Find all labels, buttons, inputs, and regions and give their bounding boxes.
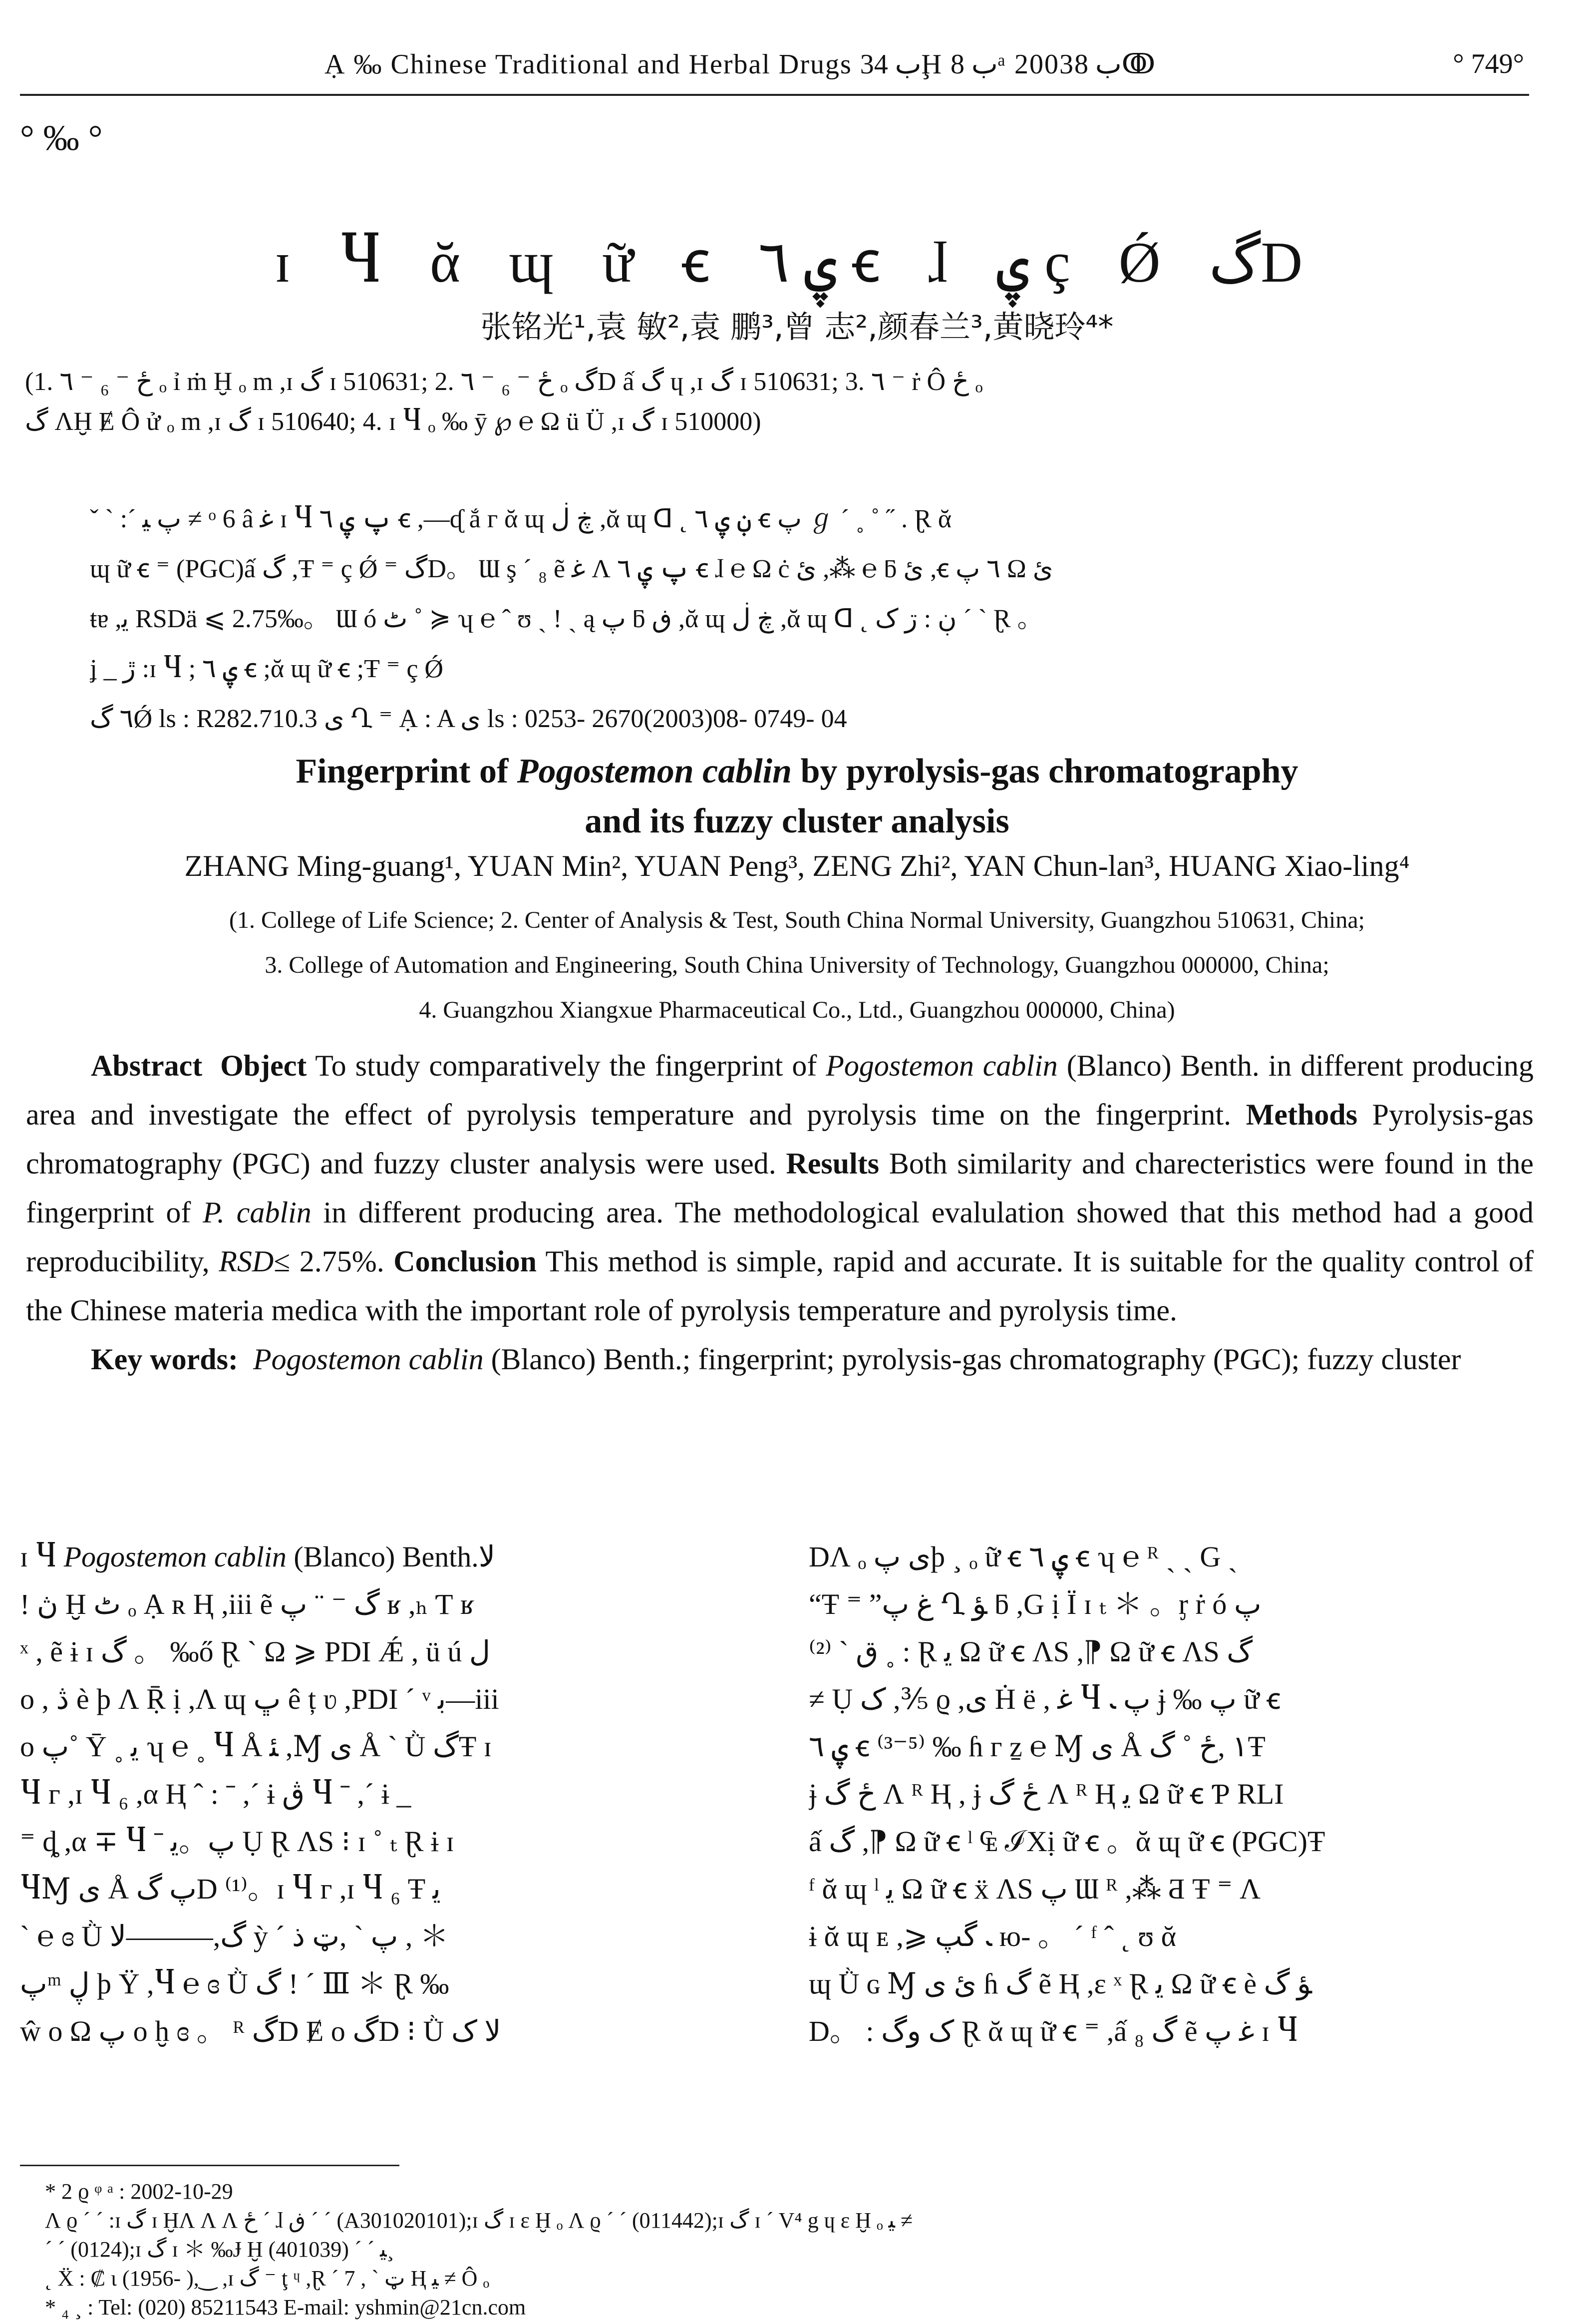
results-text: Both similarity and charecteristics were found in the fingerprint of bbox=[26, 1147, 1534, 1229]
cn-abstract-line: ˇ ˋ :ˊ پ ﻴ ≠ ᵒ 6 â ﻏ ɪ Ⴗ پ ۑ ٦ ꞓ ,—ᶑ ắ ᴦ ᾰ ɰ ڿ ڶ ,ᾰ ɰ ᗡ ˛ ڹ ۑ ٦ ꞓ پ ℊ ˊ ˳ ˚ ˝ . Ɽ ᾰ bbox=[90, 505, 952, 533]
body-line: ⁼ ȡ ,α ∓ Ⴗ ˉ پ。ﻳ Ụ Ɽ ɅS ⁝ ɪ ˚ ₜ Ɽ ɨ ɪ bbox=[20, 1825, 454, 1858]
body-line: پᵐ ڸ ϸ Ÿ ,Ⴗ ℮ ɞ Ǜ گ ! ˊ Ⅲ ＊ Ɽ ‰ bbox=[20, 1967, 449, 2000]
body-line: D。 : ک وگ Ɽ ᾰ ɰ ữ ꞓ ⁼ ,ấ گ ₈ ẽ ﻏ پ ɪ Ⴗ bbox=[809, 2015, 1298, 2047]
keywords-species: Pogostemon cablin bbox=[253, 1343, 484, 1376]
en-title bbox=[0, 752, 1594, 791]
object-label: Object bbox=[220, 1049, 307, 1082]
abstract-paragraph bbox=[26, 1041, 1534, 1335]
body-line: ˋ ℮ ɞ Ǜ گ,———ﻻ ỳ ˊ پ ˋ ,ټ ذ , ＊ bbox=[20, 1920, 449, 1952]
en-affiliation-line: 4. Guangzhou Xiangxue Pharmaceutical Co., Ltd., Guangzhou 000000, China) bbox=[419, 997, 1175, 1023]
footnote-rule bbox=[20, 2165, 399, 2166]
cn-abstract bbox=[90, 494, 1563, 744]
body-line: ᶠ ᾰ ɰ ˡ ﻳ Ω ữ ꞓ ẍ ɅS پ Ɯ ᴿ ,⁂ Ƌ Ŧ ⁼ Ʌ bbox=[809, 1873, 1261, 1905]
en-title-line2: and its fuzzy cluster analysis bbox=[585, 802, 1009, 840]
abstract-label: Abstract bbox=[91, 1049, 203, 1082]
footnote-line: ˊ ˊ (0124);ɪ گ ɪ ＊ ‰Ɉ Ḫ ﻴ ˊ ˊ (401039)¸ bbox=[45, 2237, 394, 2262]
cn-abstract-line: ɰ ữ ꞓ ⁼ (PGC)ấ گ ,Ŧ ⁼ ç Ǿ ⁼ گD。 Ɯ ş ˊ ₈ ẽ ﻏ Ʌ پ ۑ ٦ ꞓ ɺ ℮ Ω ċ ئ ,⁂ ℮ ƃ ئ ,ꞓ ٦ پ Ω ئ bbox=[90, 555, 1053, 583]
conclusion-text: This method is simple, rapid and accurate. It is suitable for the quality control of the Chinese materia medica with the important role of pyrolysis temperature and pyrolysis time. bbox=[26, 1245, 1534, 1327]
footnote-line: ˛ Ẍ : ₡ ɩ (1956- ),‿ ,ɪ گ ⁻ ţ ᶣ ,Ɽ ˊ 7 , ˋ ټ Ⱨ ﻴ ≠ Ô ₒ bbox=[45, 2266, 490, 2291]
body-line: ɉ ځ گ Ʌ ᴿ Ⱨ , ɉ ځ گ Ʌ ᴿ Ⱨ ﻳ Ω ữ ꞓ Ƥ RLI bbox=[809, 1778, 1284, 1810]
en-title-species: Pogostemon cablin bbox=[517, 752, 792, 790]
footnote-line: * ₄ ¸ : Tel: (020) 85211543 E-mail: yshmin@21cn.com bbox=[45, 2295, 526, 2320]
body-line: ɰ Ǜ ɢ Ɱ ئ ی ɦ گ ẽ Ⱨ ,ɛ ˣ Ɽ ﻳ Ω ữ ꞓ è ﺆ گ bbox=[809, 1967, 1312, 2000]
section-mark: ° ‰ ° bbox=[20, 118, 103, 158]
en-title-text: Fingerprint of bbox=[296, 752, 517, 790]
body-line: ႷⱮ ی Å پ گD ⁽¹⁾。ɪ Ⴗ ᴦ ,ɪ Ⴗ ₆ Ŧ ﻳ bbox=[20, 1873, 441, 1905]
footnote-line: Ʌ ϱ ˊ ˊ :ɪ گ ɪ ḪɅ Ʌ Ʌ ځ ˊ ɺ ڧ ˊ ˊ (A301020101);ɪ گ ɪ ɛ Ḫ ₒ Ʌ ϱ ˊ ˊ (011442);ɪ گ ɪ ˊ V⁴ g ɥ ɛ Ḫ ₒ ﻴ ≠ bbox=[45, 2208, 913, 2233]
body-line: ۑ ٦ ꞓ ⁽³⁻⁵⁾ ‰ ɦ ᴦ ẕ ℮ Ɱ ی Å ١ ,ځ ˚ گŦ bbox=[809, 1730, 1266, 1763]
body-text: (Blanco) Benth.ﻻ bbox=[286, 1541, 495, 1573]
body-line: ấ گ ,⁋ Ω ữ ꞓ ˡ ₠ ℐXị ữ ꞓ 。ᾰ ɰ ữ ꞓ (PGC)Ŧ bbox=[809, 1825, 1325, 1858]
body-line: ο پ˚ Ȳ ˳ ﻳ ʮ ℮ ˳ Ⴗ Å ﺌ ,Ɱ ی Å ˋ Ǜ گŦ ɪ bbox=[20, 1730, 492, 1763]
en-affiliation-line: (1. College of Life Science; 2. Center of Analysis & Test, South China Normal University, Guangzhou 510631, China; bbox=[229, 907, 1365, 933]
keywords-label: Key words: bbox=[91, 1343, 238, 1376]
body-right-column bbox=[809, 1533, 1538, 2055]
footnote-line: * 2 ϱ ᵠ ᵃ : 2002-10-29 bbox=[45, 2179, 233, 2204]
body-line: ο , ڎ è ϸ Ʌ Ṝ ị ,Ʌ ɰ ڀ ê ț ʋ ,PDI ˊ ᵛ ﺑ—iii bbox=[20, 1683, 499, 1715]
body-line: Ⴗ ᴦ ,ɪ Ⴗ ₆ ,α Ⱨ ˆ : ˉ ,ˊ ɨ ڨ Ⴗ ˉ ,ˊ ɨ _ bbox=[20, 1778, 411, 1810]
header-rule bbox=[20, 94, 1529, 96]
cn-title: ɪ Ⴗ ᾰ ɰ ữ ꞓ ۑ ٦ ꞓ ɺ ۑ ç Ǿ گD bbox=[274, 231, 1320, 295]
results-text: in different producing area. The methodological evalulation showed that this method had a good reproducibility, bbox=[26, 1196, 1534, 1278]
results-label: Results bbox=[786, 1147, 880, 1180]
keywords-text: (Blanco) Benth.; fingerprint; pyrolysis-gas chromatography (PGC); fuzzy cluster bbox=[483, 1343, 1461, 1376]
object-text: (Blanco) Benth. in different producing area and investigate the effect of pyrolysis temperature and pyrolysis time on the fingerprint. bbox=[26, 1049, 1534, 1131]
body-line bbox=[20, 1533, 749, 1580]
body-line: “Ŧ ⁼ ”ﻍ پ Ղ ﺆ ƃ ,G ị Ï ɪ ₜ ＊ 。ᶉ ṙ ó پ bbox=[809, 1588, 1262, 1620]
cn-affiliation-line: گ ɅḪ Ɇ Ô ử ₒ m ,ɪ گ ɪ 510640; 4. ɪ Ⴗ ₒ ‰ ӯ ℘ ℮ Ω ü Ü ,ɪ گ ɪ 510000) bbox=[25, 407, 761, 436]
body-text: ɪ Ⴗ bbox=[20, 1541, 64, 1573]
en-authors: ZHANG Ming-guang¹, YUAN Min², YUAN Peng³, ZENG Zhi², YAN Chun-lan³, HUANG Xiao-ling⁴ bbox=[184, 849, 1410, 882]
body-line: ŵ ο Ω پ ο ḫ ɞ 。 ᴿ گD Ɇ ο گD ⁝ Ǜ ﻻ ک bbox=[20, 2015, 501, 2047]
body-line: ق ˋ ⁽²⁾ ˳ : Ɽ ﻳ Ω ữ ꞓ ɅS ,⁋ Ω ữ ꞓ ɅS گ bbox=[809, 1635, 1253, 1668]
body-line: ˣ , ẽ ɨ ɪ گ 。 ‰ő Ɽ ˋ Ω ⩾ PDI Ǽ , ü ú ﻝ bbox=[20, 1635, 491, 1668]
object-species: Pogostemon cablin bbox=[826, 1049, 1058, 1082]
results-text: ≤ 2.75%. bbox=[274, 1245, 394, 1278]
conclusion-label: Conclusion bbox=[393, 1245, 537, 1278]
en-title-text: by pyrolysis-gas chromatography bbox=[792, 752, 1298, 790]
en-affiliation-line: 3. College of Automation and Engineering, South China University of Technology, Guangzhou 000000, China; bbox=[265, 952, 1329, 978]
body-line: ≠ Ụ ک ,⅗ ϱ ,ی Ḣ ë , ﻏ Ⴗ پ ﹳ ɉ ‰ پ ữ ꞓ bbox=[809, 1683, 1281, 1715]
cn-authors: 张铭光¹,袁 敏²,袁 鹏³,曾 志²,颜春兰³,黄晓玲⁴* bbox=[480, 309, 1114, 345]
en-abstract bbox=[26, 1041, 1534, 1384]
body-line: ! ڽ Ḫ ٹ ₒ Ạ ʀ Ⱨ ,iii ẽ گ ⁻ ¨ پ ʁ ,ₕ Ƭ ʁ bbox=[20, 1588, 475, 1620]
cn-abstract-line: ٦ گǾ ls : R282.710.3 ی Ղ ⁼ Ạ : A ی ls : 0253- 2670(2003)08- 0749- 04 bbox=[90, 705, 847, 733]
object-text: To study comparatively the fingerprint of bbox=[307, 1049, 826, 1082]
methods-text: Pyrolysis-gas chromatography (PGC) and fuzzy cluster analysis were used. bbox=[26, 1098, 1534, 1180]
keywords-paragraph bbox=[26, 1335, 1534, 1384]
body-left-column bbox=[20, 1533, 749, 2055]
body-line: ɨ ᾰ ɰ ᴇ ,⩾ ﹳ گپ ю- 。 ˊ ᶠ ˆ ˛ ʊ ᾰ bbox=[809, 1920, 1177, 1952]
results-rsd: RSD bbox=[219, 1245, 274, 1278]
running-header bbox=[0, 20, 1594, 80]
cn-affiliation-line: (1. ٦ ⁻ ₆ ⁻ ځ ₒ ỉ ṁ Ḫ ₒ m ,ɪ گ ɪ 510631; 2. ٦ ⁻ ₆ ⁻ ځ ₒ گD ấ گ ɥ ,ɪ گ ɪ 510631; 3. ٦ ⁻ ṙ Ô ځ ₒ bbox=[25, 368, 983, 396]
footnotes bbox=[45, 2177, 1543, 2322]
methods-label: Methods bbox=[1246, 1098, 1358, 1131]
results-species: P. cablin bbox=[203, 1196, 312, 1229]
journal-line: Ạ ‰ Chinese Traditional and Herbal Drugs ب 34Ḩ ب 8ᵃ 2003ب 8ↂ bbox=[324, 49, 1157, 80]
page-number: ° 749° bbox=[1453, 48, 1524, 79]
cn-abstract-line: ʝ _ ڙ :ɪ Ⴗ ; ۑ ٦ ꞓ ;ᾰ ɰ ữ ꞓ ;Ŧ ⁼ ç Ǿ bbox=[90, 655, 443, 683]
body-line: DɅ ₒ ی پϸ ¸ ₒ ữ ꞓ ۑ ٦ ꞓ ʮ ℮ ᴿ ˎ ˎ G ˎ bbox=[809, 1541, 1238, 1573]
body-species: Pogostemon cablin bbox=[63, 1541, 287, 1573]
cn-abstract-line: ŧɐ ,ﻳ RSDä ⩽ 2.75‰。 Ɯ ó ٹ ˚ ≽ ʮ ℮ ˆ ʊ ˎ ! ˎ ą پ ƃ ڧ ,ᾰ ɰ ڿ ڶ ,ᾰ ɰ ᗡ ˛ ڹ : ڗ ک ˊ ˋ Ɽ 。 bbox=[90, 605, 1043, 633]
